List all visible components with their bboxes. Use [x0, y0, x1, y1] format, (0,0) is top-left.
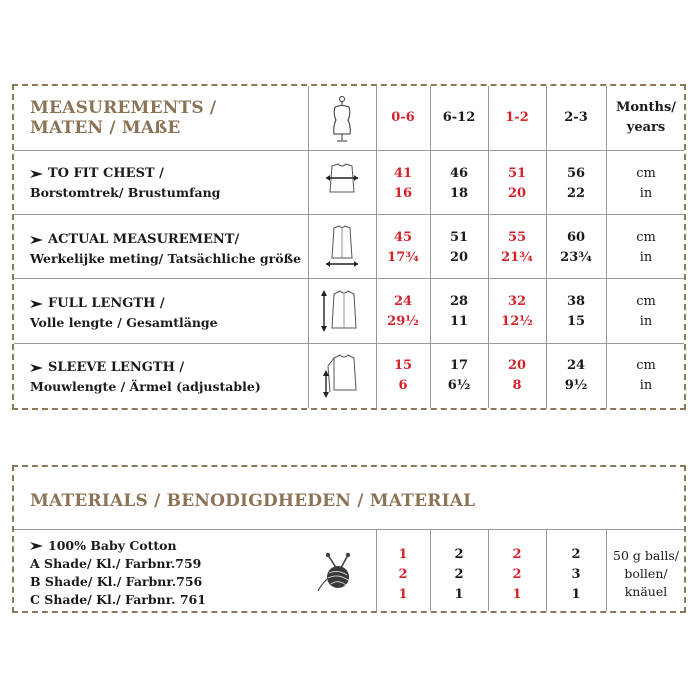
- row-title-sleeve-length: SLEEVE LENGTH / Mouwlengte / Ärmel (adjustable): [30, 360, 261, 394]
- size-header-2-3: 2-3: [564, 110, 588, 125]
- cell-sleeve-0-6: 15 6: [393, 358, 413, 393]
- cell-chest-6-12: 46 18: [449, 166, 469, 201]
- chest-width-icon: [320, 162, 364, 202]
- shade-b-label: B Shade/ Kl./ Farbnr.756: [30, 574, 203, 589]
- size-header-6-12: 6-12: [442, 110, 476, 125]
- materials-heading: MATERIALS / BENODIGDHEDEN / MATERIAL: [30, 491, 476, 511]
- cell-sleeve-6-12: 17 6½: [447, 358, 471, 393]
- cell-sleeve-2-3: 24 9½: [564, 358, 588, 393]
- yarn-name: 100% Baby Cotton: [48, 538, 177, 553]
- materials-unit: 50 g balls/ bollen/ knäuel: [613, 548, 679, 599]
- cell-actual-2-3: 60 23¾: [560, 230, 592, 265]
- qty-2-3: 2 3 1: [571, 547, 581, 602]
- cell-actual-1-2: 55 21¾: [501, 230, 533, 265]
- cell-length-6-12: 28 11: [449, 294, 469, 329]
- measurements-heading: MEASUREMENTS / MATEN / MAßE: [30, 98, 217, 138]
- bullet-arrow-icon: [30, 363, 44, 373]
- size-header-1-2: 1-2: [505, 110, 529, 125]
- cell-chest-1-2: 51 20: [507, 166, 527, 201]
- cell-sleeve-1-2: 20 8: [507, 358, 527, 393]
- bullet-arrow-icon: [30, 541, 44, 551]
- cell-chest-2-3: 56 22: [566, 166, 586, 201]
- full-length-icon: [318, 288, 362, 336]
- cell-chest-0-6: 41 16: [393, 166, 413, 201]
- measurements-panel: [12, 84, 686, 410]
- materials-panel: [12, 465, 686, 613]
- shade-c-label: C Shade/ Kl./ Farbnr. 761: [30, 592, 206, 607]
- qty-6-12: 2 2 1: [454, 547, 464, 602]
- cell-actual-6-12: 51 20: [449, 230, 469, 265]
- row-title-full-length: FULL LENGTH / Volle lengte / Gesamtlänge: [30, 296, 218, 330]
- cell-actual-0-6: 45 17¾: [387, 230, 419, 265]
- sleeve-length-icon: [318, 352, 362, 402]
- mannequin-icon: [322, 94, 362, 144]
- qty-0-6: 1 2 1: [398, 547, 408, 602]
- shade-a-label: A Shade/ Kl./ Farbnr.759: [30, 556, 202, 571]
- bullet-arrow-icon: [30, 235, 44, 245]
- unit-header: Months/ years: [615, 100, 677, 135]
- row-title-actual-measurement: ACTUAL MEASUREMENT/ Werkelijke meting/ Tatsächliche größe: [30, 232, 302, 266]
- cell-chest-units: cm in: [636, 166, 656, 201]
- materials-list: [30, 537, 206, 609]
- cell-length-0-6: 24 29½: [387, 294, 419, 329]
- cell-sleeve-units: cm in: [636, 358, 656, 393]
- cell-actual-units: cm in: [636, 230, 656, 265]
- cell-length-units: cm in: [636, 294, 656, 329]
- cell-length-2-3: 38 15: [566, 294, 586, 329]
- bullet-arrow-icon: [30, 169, 44, 179]
- qty-1-2: 2 2 1: [512, 547, 522, 602]
- row-title-chest: TO FIT CHEST / Borstomtrek/ Brustumfang: [30, 166, 221, 200]
- cell-length-1-2: 32 12½: [501, 294, 533, 329]
- actual-width-icon: [320, 224, 364, 272]
- yarn-ball-icon: [316, 551, 360, 593]
- size-header-0-6: 0-6: [391, 110, 415, 125]
- bullet-arrow-icon: [30, 299, 44, 309]
